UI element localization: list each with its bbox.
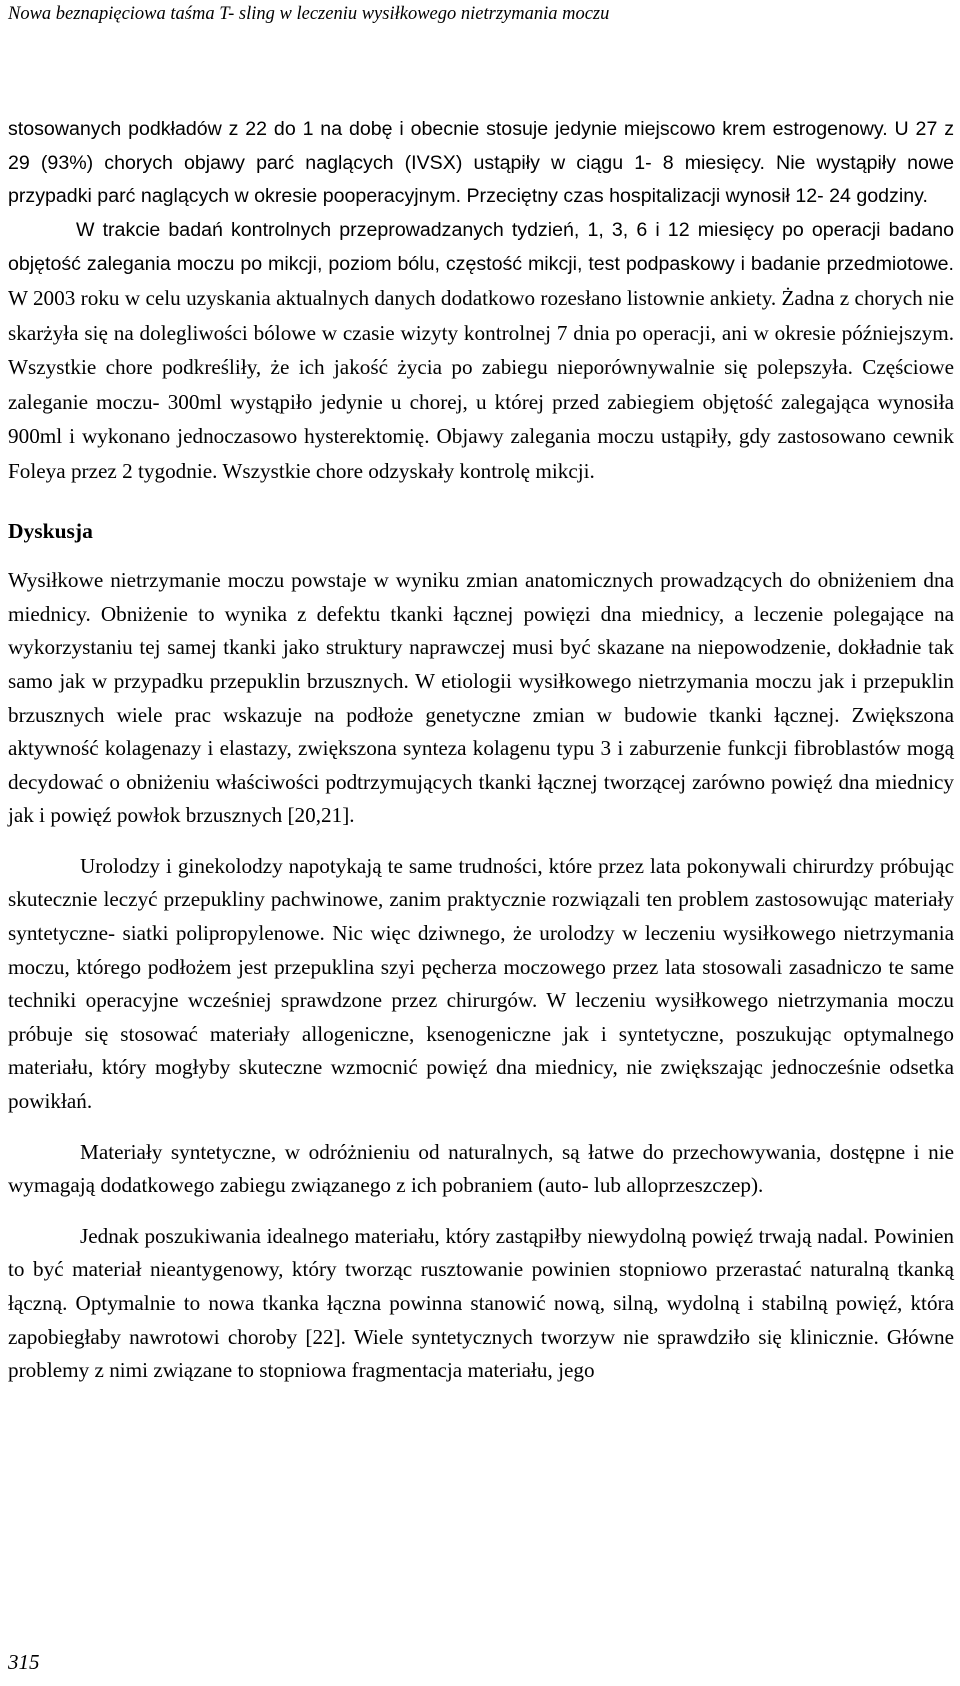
article-body <box>8 113 954 1388</box>
page-number: 315 <box>8 1650 40 1674</box>
paragraph-follow-up-sans-run: W trakcie badań kontrolnych przeprowadzanych tydzień, 1, 3, 6 i 12 miesięcy po operacji badano objętość zalegania moczu po mikcji, poziom bólu, częstość mikcji, test podpaskowy i badanie przedmiotowe. <box>8 218 954 276</box>
paragraph-discussion-3: Materiały syntetyczne, w odróżnieniu od naturalnych, są łatwe do przechowywania, dostępne i nie wymagają dodatkowego zabiegu związanego z ich pobraniem (auto- lub alloprzeszczep). <box>8 1139 954 1198</box>
section-heading-dyskusja: Dyskusja <box>8 518 93 543</box>
paragraph-follow-up-serif-run: W 2003 roku w celu uzyskania aktualnych danych dodatkowo rozesłano listownie ankiety. Żadna z chorych nie skarżyła się na dolegliwości bólowe w czasie wizyty kontrolnej 7 dnia po operacji, ani w okresie późniejszym. Wszystkie chore podkreśliły, że ich jakość życia po zabiegu nieporównywalnie się polepszyła. Częściowe zaleganie moczu- 300ml wystąpiło jedynie u chorej, u której przed zabiegiem objętość zalegająca wynosiła 900ml i wykonano jednoczasowo hysterektomię. Objawy zalegania moczu ustąpiły, gdy zastosowano cewnik Foleya przez 2 tygodnie. Wszystkie chore odzyskały kontrolę mikcji. <box>8 285 954 483</box>
running-header: Nowa beznapięciowa taśma T- sling w leczeniu wysiłkowego nietrzymania moczu <box>8 4 610 24</box>
paragraph-discussion-2: Urolodzy i ginekolodzy napotykają te same trudności, które przez lata pokonywali chirurdzy próbując skutecznie leczyć przepukliny pachwinowe, zanim praktycznie rozwiązali ten problem zastosowując materiały syntetyczne- siatki polipropylenowe. Nic więc dziwnego, że urolodzy w leczeniu wysiłkowego nietrzymania moczu, którego podłożem jest przepuklina szyi pęcherza moczowego przez lata stosowali zasadniczo te same techniki operacyjne wcześniej sprawdzone przez chirurgów. W leczeniu wysiłkowego nietrzymania moczu próbuje się stosować materiały allogeniczne, ksenogeniczne jak i syntetyczne, poszukując optymalnego materiału, który mogłyby skuteczne wzmocnić powięź dna miednicy, nie zwiększając jednocześnie odsetka powikłań. <box>8 853 954 1114</box>
paragraph-discussion-1: Wysiłkowe nietrzymanie moczu powstaje w wyniku zmian anatomicznych prowadzących do obniżeniem dna miednicy. Obniżenie to wynika z defektu tkanki łącznej powięzi dna miednicy, a leczenie polegające na wykorzystaniu tej samej tkanki jako struktury naprawczej musi być skazane na niepowodzenie, dokładnie tak samo jak w przypadku przepuklin brzusznych. W etiologii wysiłkowego nietrzymania moczu jak i przepuklin brzusznych wiele prac wskazuje na podłoże genetyczne zmian w budowie tkanki łącznej. Zwiększona aktywność kolagenazy i elastazy, zwiększona synteza kolagenu typu 3 i zaburzenie funkcji fibroblastów mogą decydować o obniżeniu właściwości podtrzymujących tkanki łącznej tworzącej zarówno powięź dna miednicy jak i powięź powłok brzusznych [20,21]. <box>8 568 954 828</box>
paragraph-continuation: stosowanych podkładów z 22 do 1 na dobę i obecnie stosuje jedynie miejscowo krem estrogenowy. U 27 z 29 (93%) chorych objawy parć naglących (IVSX) ustąpiły w ciągu 1- 8 miesięcy. Nie wystąpiły nowe przypadki parć naglących w okresie pooperacyjnym. Przeciętny czas hospitalizacji wynosił 12- 24 godziny. <box>8 118 954 208</box>
paragraph-follow-up-results <box>8 214 954 490</box>
paragraph-discussion-4: Jednak poszukiwania idealnego materiału, który zastąpiłby niewydolną powięź trwają nadal. Powinien to być materiał nieantygenowy, który tworząc rusztowanie powinien stopniowo przerastać naturalną tkanką łączną. Optymalnie to nowa tkanka łączna powinna stanowić nową, silną, wydolną i stabilną powięź, która zapobiegłaby nawrotowi choroby [22]. Wiele syntetycznych tworzyw nie sprawdziło się klinicznie. Główne problemy z nimi związane to stopniowa fragmentacja materiału, jego <box>8 1223 954 1383</box>
